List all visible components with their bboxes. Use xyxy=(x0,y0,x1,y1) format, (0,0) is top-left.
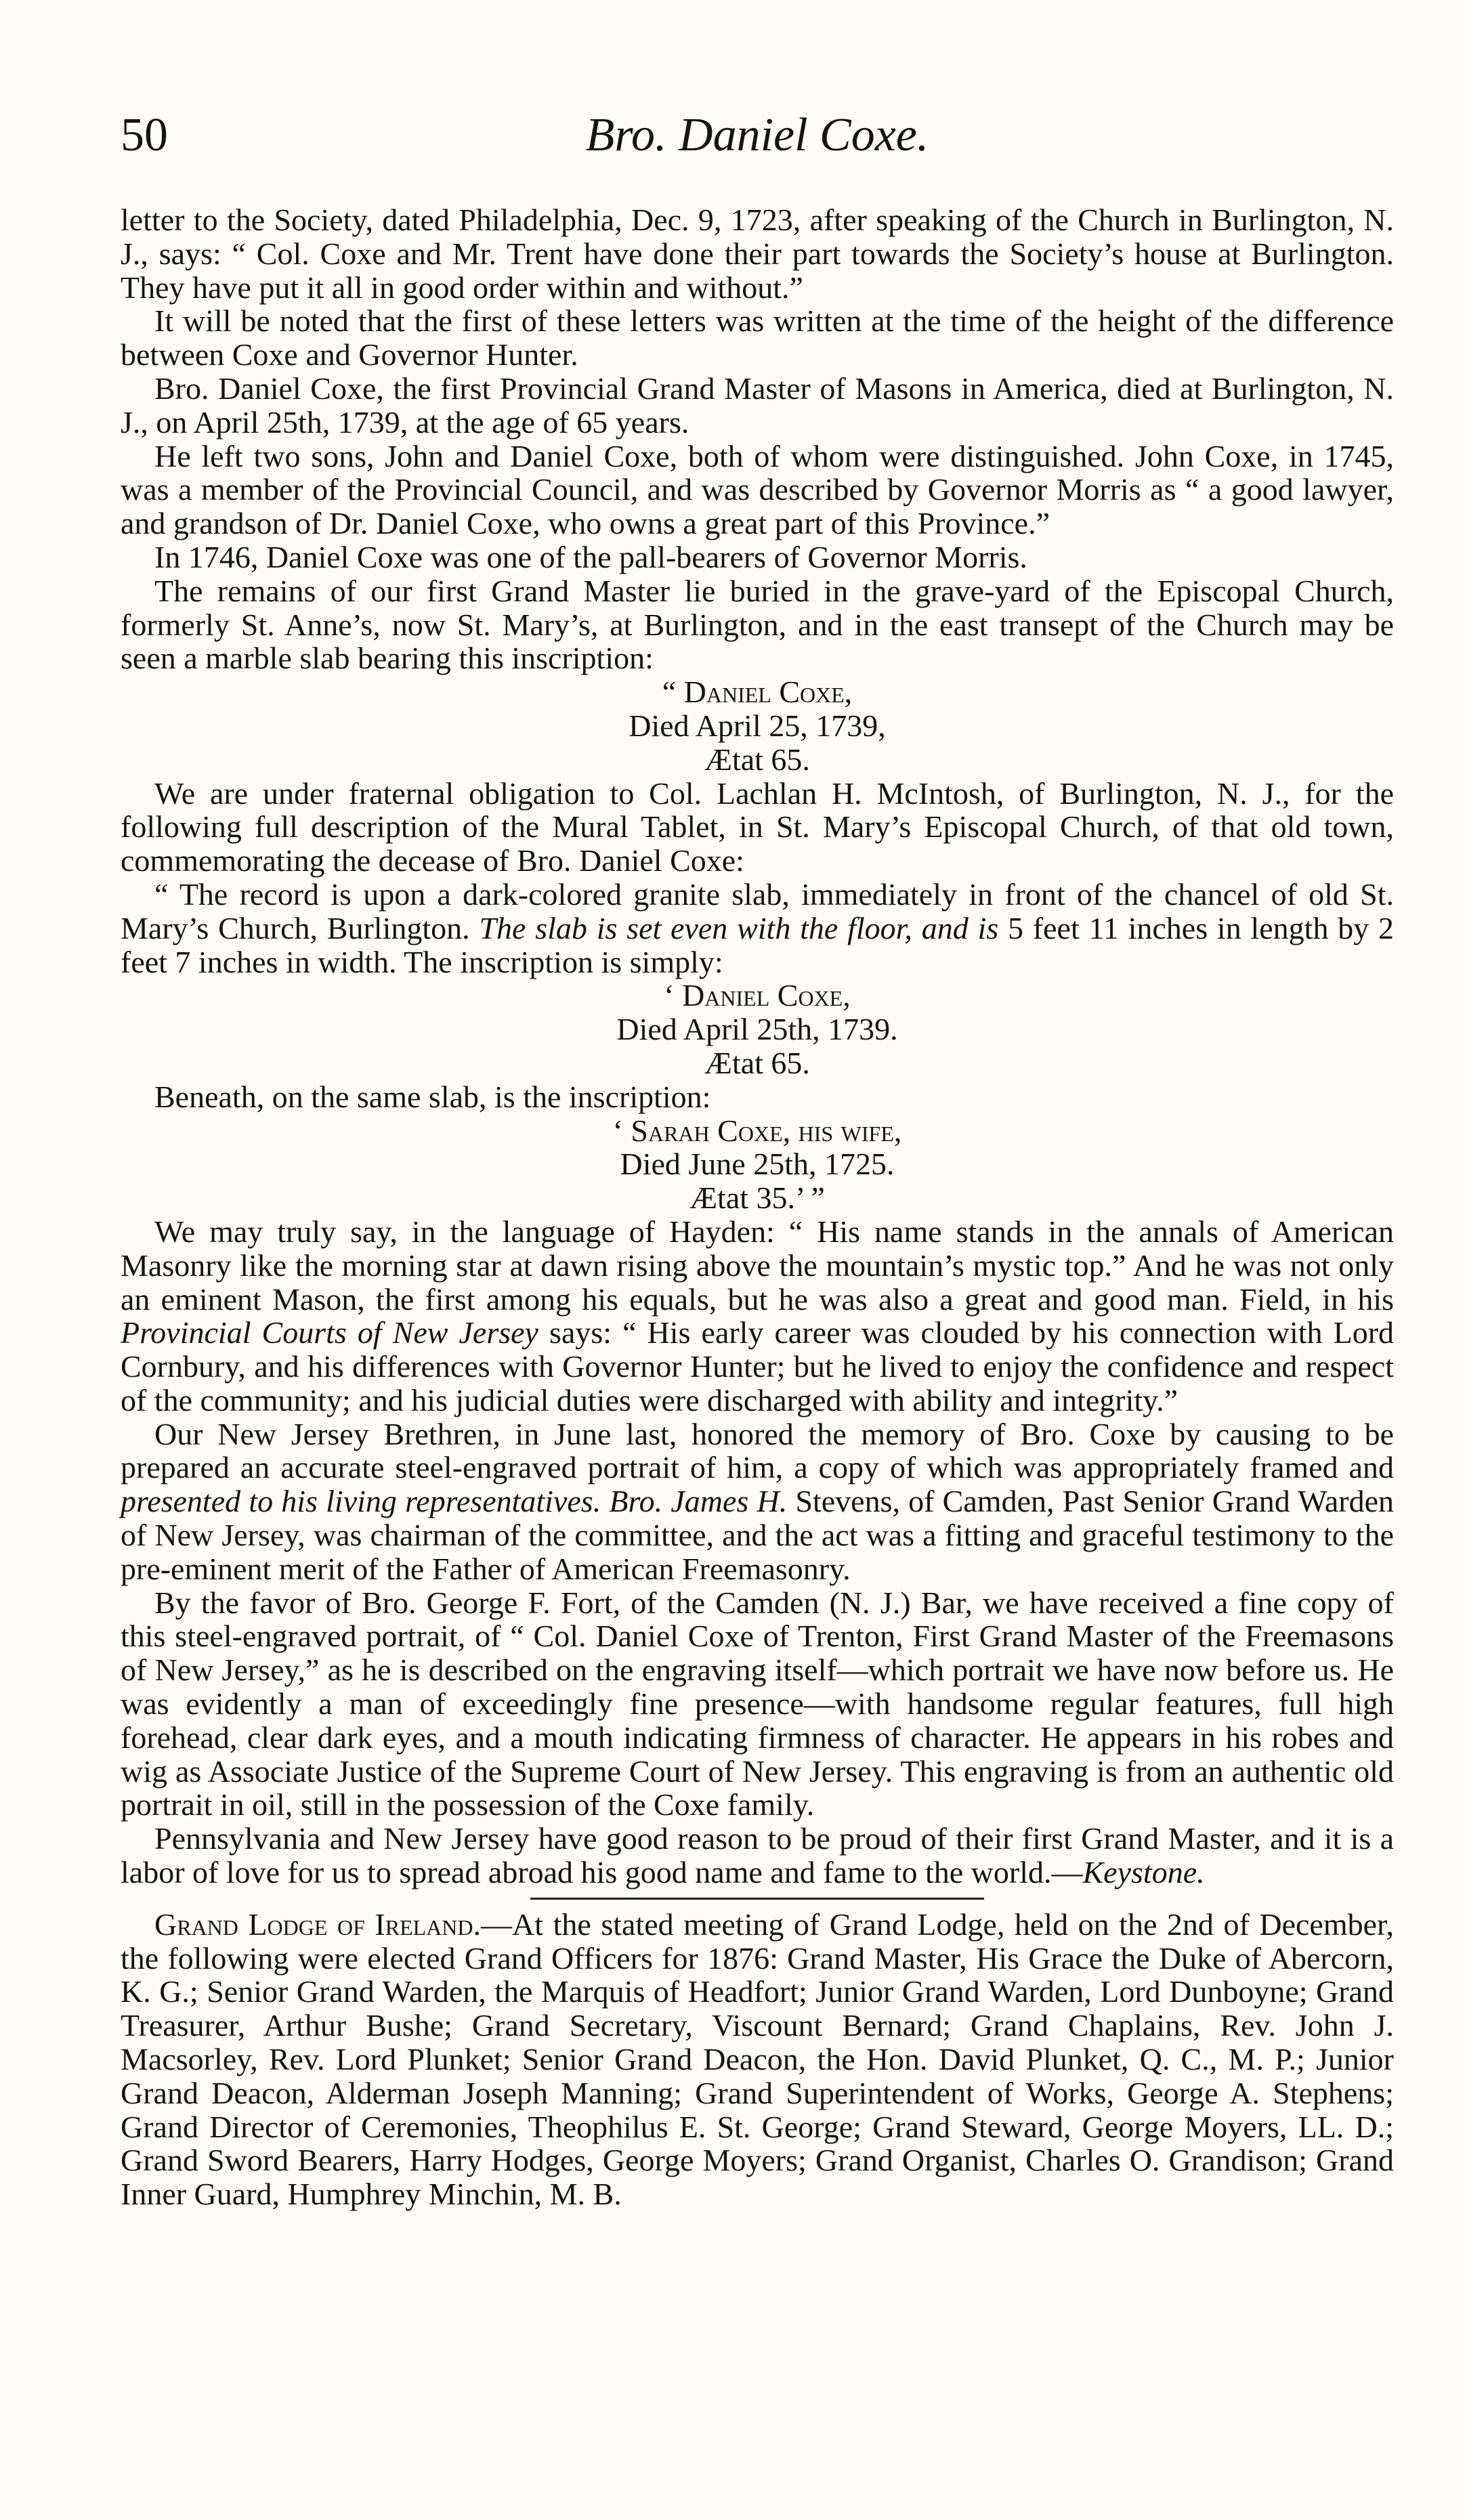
section-divider xyxy=(530,1898,984,1900)
paragraph xyxy=(121,1417,1394,1586)
inscription-name: ‘ Sarah Coxe, his wife, xyxy=(612,1113,902,1148)
text-run: says: “ His early career was clouded by his connection with Lord Cornbury, and his differences with Governor Hunter; but he lived to enjoy the confidence and respect of the community; and his judicial duties were discharged with ability and integrity.” xyxy=(121,1315,1395,1417)
paragraph xyxy=(121,1908,1394,2211)
inscription-died: Died April 25th, 1739. xyxy=(616,1012,898,1047)
text-run: We may truly say, in the language of Hayden: “ His name stands in the annals of American Masonry like the morning star at dawn rising above the mountain’s mystic top.” And he was not only an eminent Mason, the first among his equals, but he was also a great and good man. Field, in his xyxy=(121,1214,1394,1317)
inscription-aetat: Ætat 35.’ ” xyxy=(689,1180,825,1216)
text-run: Stevens, of Camden, Past Senior Grand Warden of New Jersey, was chairman of the committee, and the act was a fitting and graceful testimony to the pre-eminent merit of the Father of American Freemasonry. xyxy=(121,1484,1395,1586)
page-number: 50 xyxy=(121,109,168,161)
italic-run: presented to his living representatives. Bro. James H. xyxy=(121,1484,788,1519)
text-run: Pennsylvania and New Jersey have good reason to be proud of their first Grand Master, and it is a labor of love for us to spread abroad his good name and fame to the world.— xyxy=(121,1821,1394,1890)
inscription-block xyxy=(121,675,1394,776)
text-run: Our New Jersey Brethren, in June last, honored the memory of Bro. Coxe by causing to be prepared an accurate steel-engraved portrait of him, a copy of which was appropriately framed and xyxy=(121,1416,1394,1485)
paragraph xyxy=(121,1215,1394,1417)
paragraph xyxy=(121,1822,1394,1889)
running-title: Bro. Daniel Coxe. xyxy=(585,109,929,161)
section-heading: Grand Lodge of Ireland. xyxy=(154,1906,482,1942)
paragraph: He left two sons, John and Daniel Coxe, both of whom were distinguished. John Coxe, in 1745, was a member of the Provincial Council, and was described by Governor Morris as “ a good lawyer, and grandson of Dr. Daniel Coxe, who owns a great part of this Province.” xyxy=(121,438,1394,541)
paragraph: The remains of our first Grand Master lie buried in the grave-yard of the Episcopal Church, formerly St. Anne’s, now St. Mary’s, at Burlington, and in the east transept of the Church may be seen a marble slab bearing this inscription: xyxy=(121,573,1394,676)
text-run: “ The record is upon a dark-colored granite slab, immediately in front of the chancel of old St. Mary’s Church, Burlington. xyxy=(121,876,1394,945)
inscription-died: Died April 25, 1739, xyxy=(629,708,886,743)
italic-run: Provincial Courts of New Jersey xyxy=(121,1315,538,1350)
italic-run: The slab is set even with the floor, and is xyxy=(479,910,999,945)
paragraph: letter to the Society, dated Philadelphia, Dec. 9, 1723, after speaking of the Church in Burlington, N. J., says: “ Col. Coxe and Mr. Trent have done their part towards the Society’s house at Burlington. They have put it all in good order within and without.” xyxy=(121,202,1394,305)
text-run: 5 feet 11 inches in length by 2 feet 7 inches in width. The inscription is simply: xyxy=(121,910,1395,979)
paragraph: We are under fraternal obligation to Col. Lachlan H. McIntosh, of Burlington, N. J., for the following full description of the Mural Tablet, in St. Mary’s Episcopal Church, of that old town, commemorating the decease of Bro. Daniel Coxe: xyxy=(121,775,1394,878)
paragraph: In 1746, Daniel Coxe was one of the pall-bearers of Governor Morris. xyxy=(154,539,1027,574)
inscription-died: Died June 25th, 1725. xyxy=(620,1147,895,1182)
inscription-aetat: Ætat 65. xyxy=(704,1045,810,1080)
paragraph: Bro. Daniel Coxe, the first Provincial Grand Master of Masons in America, died at Burlington, N. J., on April 25th, 1739, at the age of 65 years. xyxy=(121,370,1394,440)
paragraph: Beneath, on the same slab, is the inscription: xyxy=(154,1079,711,1114)
inscription-name: ‘ Daniel Coxe, xyxy=(664,978,851,1013)
inscription-aetat: Ætat 65. xyxy=(704,742,810,777)
paragraph xyxy=(121,878,1394,979)
paragraph: It will be noted that the first of these letters was written at the time of the height of the difference between Coxe and Governor Hunter. xyxy=(121,303,1394,372)
page-header xyxy=(121,102,1394,183)
inscription-block xyxy=(121,1114,1394,1215)
paragraph: By the favor of Bro. George F. Fort, of the Camden (N. J.) Bar, we have received a fine copy of this steel-engraved portrait, of “ Col. Daniel Coxe of Trenton, First Grand Master of the Freemasons of New Jersey,” as he is described on the engraving itself—which portrait we have now before us. He was evidently a man of exceedingly fine presence—with handsome regular features, full high forehead, clear dark eyes, and a mouth indicating firmness of character. He appears in his robes and wig as Associate Justice of the Supreme Court of New Jersey. This engraving is from an authentic old portrait in oil, still in the possession of the Coxe family. xyxy=(121,1585,1394,1822)
inscription-block xyxy=(121,979,1394,1080)
source-attribution: Keystone. xyxy=(1082,1855,1205,1890)
inscription-name: “ Daniel Coxe, xyxy=(662,675,853,710)
text-run: —At the stated meeting of Grand Lodge, held on the 2nd of December, the following were elected Grand Officers for 1876: Grand Master, His Grace the Duke of Abercorn, K. G.; Senior Grand Warden, the Marquis of Headfort; Junior Grand Warden, Lord Dunboyne; Grand Treasurer, Arthur Bushe; Grand Secretary, Viscount Bernard; Grand Chaplains, Rev. John J. Macsorley, Rev. Lord Plunket; Senior Grand Deacon, the Hon. David Plunket, Q. C., M. P.; Junior Grand Deacon, Alderman Joseph Manning; Grand Superintendent of Works, George A. Stephens; Grand Director of Ceremonies, Theophilus E. St. George; Grand Steward, George Moyers, LL. D.; Grand Sword Bearers, Harry Hodges, George Moyers; Grand Organist, Charles O. Grandison; Grand Inner Guard, Humphrey Minchin, M. B. xyxy=(121,1906,1394,2212)
article-body xyxy=(121,203,1394,2211)
